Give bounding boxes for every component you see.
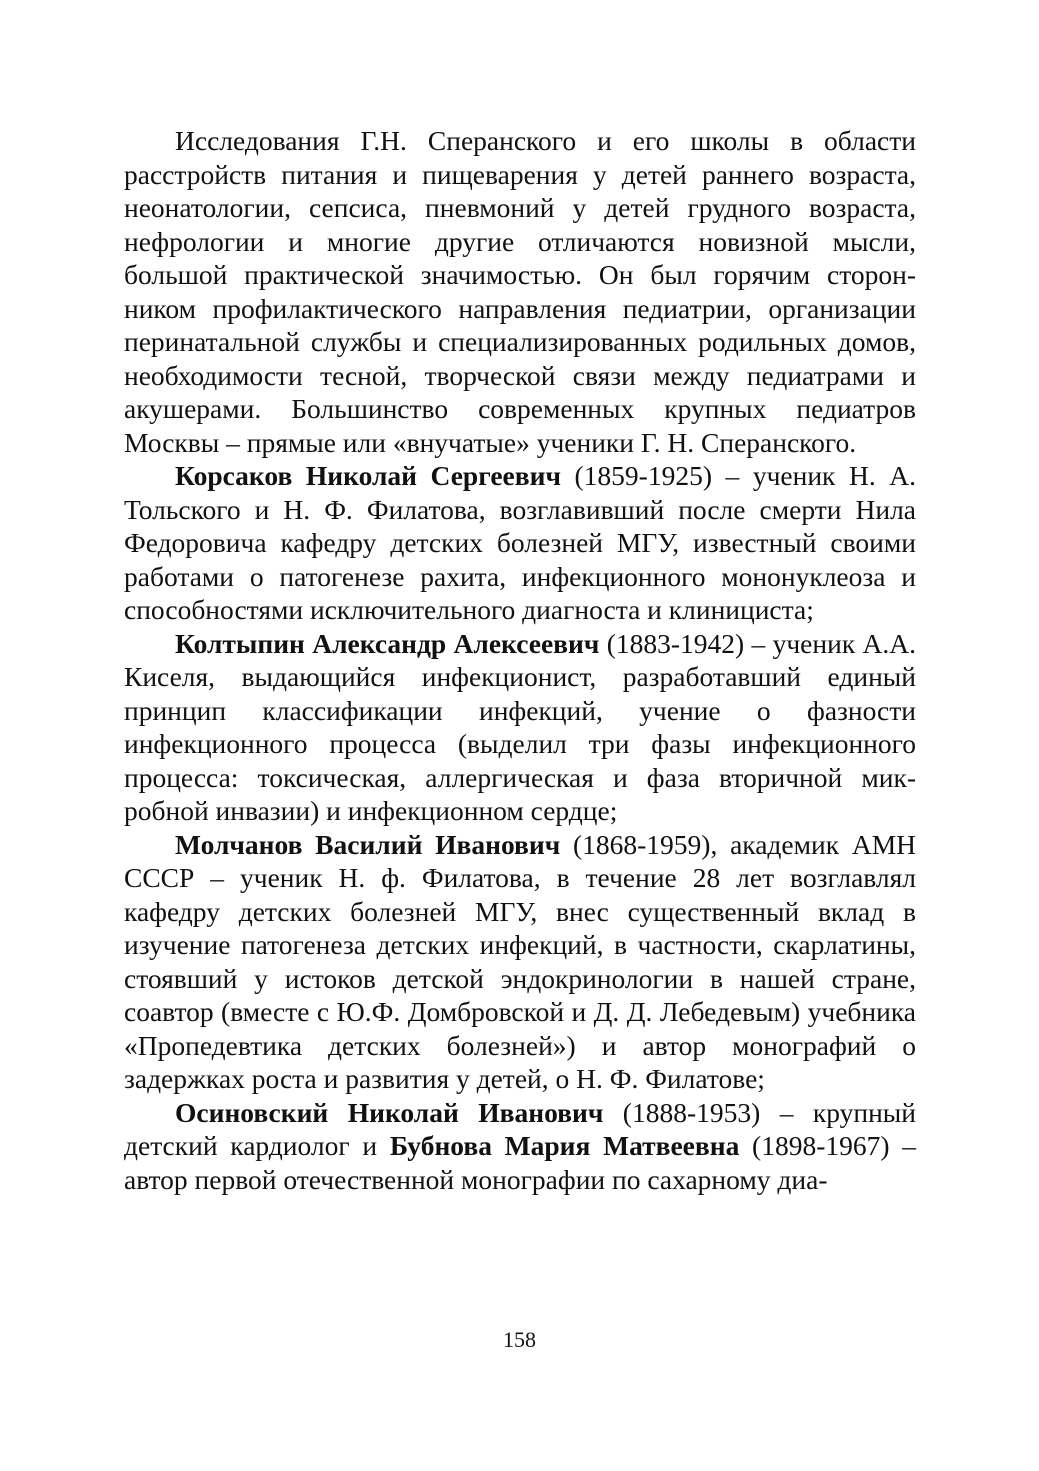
page-number: 158: [503, 1327, 536, 1352]
person-name-bubnova: Бубнова Мария Матвеевна: [389, 1130, 740, 1161]
paragraph-korsakov: [124, 459, 916, 627]
paragraph-text: (1898-1967) – автор первой отечественной монографии по сахарному диа-: [124, 1130, 916, 1195]
page-body: [124, 124, 916, 1196]
paragraph-osinovsky: [124, 1096, 916, 1197]
paragraph-speransky: [124, 124, 916, 459]
paragraph-text: (1883-1942) – ученик А.А. Киселя, выдающийся инфекционист, разработавший единый принцип классификации инфекций, учение о фазности инфекционного процесса (выделил три фазы инфекционного процесса: токсическая, аллергическая и фаза вторичной микробной инвазии) и инфекционном сердце;: [124, 627, 916, 826]
paragraph-text: Исследования Г.Н. Сперанского и его школы в области расстройств питания и пищеварения у детей раннего возраста, неонатологии, сепсиса, пневмоний у детей грудного возраста, нефрологии и многие другие отличаются новизной мысли, большой практической значимостью. Он был горячим сторонником профилактического направления педиатрии, организации перинатальной службы и специализированных родильных домов, необходимости тесной, творческой связи между педиатрами и акушерами. Большинство современных крупных педиатров Москвы – прямые или «внучатые» ученики Г. Н. Сперанского.: [124, 125, 916, 458]
person-name-koltypin: Колтыпин Александр Алексеевич: [175, 627, 600, 659]
paragraph-text: (1859-1925) – ученик Н. А. Тольского и Н. Ф. Филатова, возглавивший после смерти Нила Федоровича кафедру детских болезней МГУ, известный своими работами о патогенезе рахита, инфекционного мононуклеоза и способностями исключительного диагноста и клинициста;: [124, 460, 916, 625]
paragraph-koltypin: [124, 627, 916, 828]
person-name-osinovsky: Осиновский Николай Иванович: [175, 1096, 604, 1128]
paragraph-text: (1868-1959), академик АМН СССР – ученик Н. ф. Филатова, в течение 28 лет возглавлял кафедру детских болезней МГУ, внес существенный вклад в изучение патогенеза детских инфекций, в частности, скарлатины, стоявший у истоков детской эндокринологии в нашей стране, соавтор (вместе с Ю.Ф. Домбровской и Д. Д. Лебедевым) учебника «Пропедевтика детских болезней») и автор монографий о задержках роста и развития у детей, о Н. Ф. Филатове;: [124, 828, 917, 1094]
person-name-molchanov: Молчанов Василий Иванович: [175, 828, 561, 860]
paragraph-text: (1888-1953) – крупный детский кардиолог и: [124, 1096, 916, 1161]
person-name-korsakov: Корсаков Николай Сергеевич: [175, 460, 561, 491]
paragraph-molchanov: [124, 828, 916, 1096]
